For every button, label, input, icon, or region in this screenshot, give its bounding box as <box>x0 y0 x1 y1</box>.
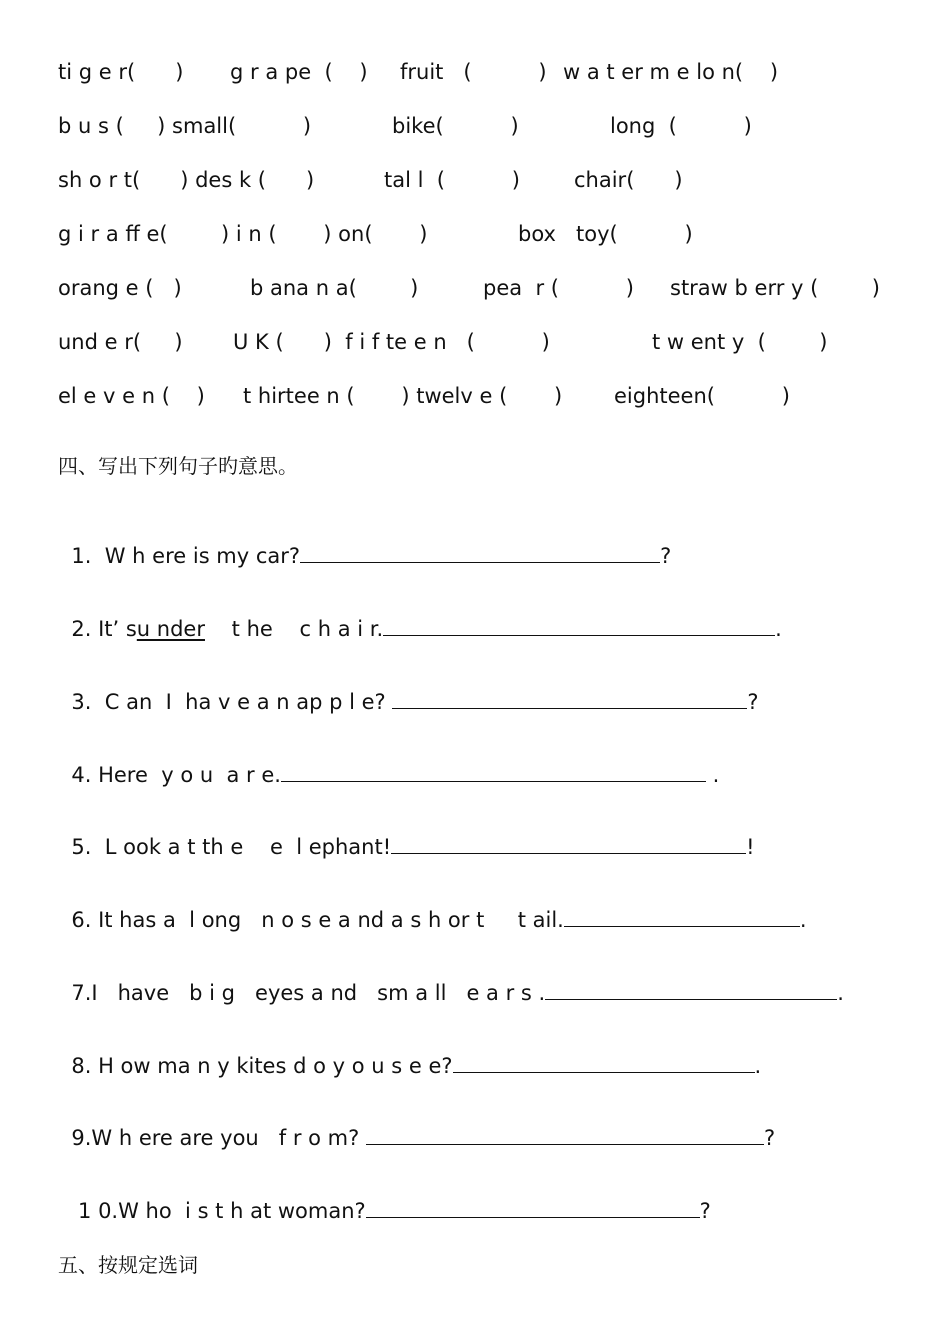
vocab-item: U K ( ) f i f te e n ( ) <box>233 330 550 354</box>
vocab-item: w a t er m e lo n( ) <box>563 60 779 84</box>
vocab-item: b ana n a( ) <box>250 276 419 300</box>
answer-blank[interactable] <box>281 763 706 782</box>
sentence-5 <box>58 811 755 859</box>
sentence-text: 1 0.W ho i s t h at woman? <box>71 1199 366 1223</box>
sentence-end: . <box>754 1054 762 1078</box>
answer-blank[interactable] <box>392 690 747 709</box>
sentence-end: . <box>799 908 807 932</box>
sentence-text: 9.W h ere are you f r o m? <box>71 1126 360 1150</box>
vocab-item: g r a pe ( ) <box>230 60 368 84</box>
sentence-rest: t he c h a i r. <box>204 617 384 641</box>
sentence-10 <box>58 1175 711 1223</box>
answer-blank[interactable] <box>383 617 775 636</box>
sentence-end: ? <box>699 1199 711 1223</box>
sentence-text: 1. W h ere is my car? <box>71 544 301 568</box>
sentence-text: 3. C an I ha v e a n ap p l e? <box>71 690 386 714</box>
vocab-item: tal l ( ) <box>384 168 520 192</box>
vocab-item: straw b err y ( ) <box>670 276 880 300</box>
sentence-end: . <box>837 981 844 1005</box>
vocab-item: long ( ) <box>610 114 752 138</box>
vocab-item: el e v e n ( ) <box>58 384 205 408</box>
answer-blank[interactable] <box>366 1199 700 1218</box>
vocab-item: orang e ( ) <box>58 276 182 300</box>
sentence-text: 8. H ow ma n y kites d o y o u s e e? <box>71 1054 453 1078</box>
sentence-3 <box>58 666 759 714</box>
vocab-item: fruit ( ) <box>400 60 547 84</box>
answer-blank[interactable] <box>453 1054 755 1073</box>
sentence-7 <box>58 957 844 1005</box>
section-5-title: 五、按规定选词 <box>58 1253 198 1277</box>
sentence-end: . <box>712 763 720 787</box>
sentence-4 <box>58 739 719 787</box>
vocab-item: g i r a ff e( ) i n ( ) on( ) <box>58 222 428 246</box>
sentence-1 <box>58 520 671 568</box>
sentence-text: 5. L ook a t th e e l ephant! <box>71 835 392 859</box>
sentence-text: 2. It’ s <box>71 617 137 641</box>
vocab-item: bike( ) <box>392 114 519 138</box>
vocab-item: box toy( ) <box>518 222 693 246</box>
sentence-text: 4. Here y o u a r e. <box>71 763 281 787</box>
answer-blank[interactable] <box>366 1126 764 1145</box>
sentence-end: ? <box>763 1126 776 1150</box>
sentence-text: 6. It has a l ong n o s e a nd a s h or t t ail. <box>71 908 564 932</box>
vocab-item: chair( ) <box>574 168 683 192</box>
underlined-word: u nder <box>136 617 205 641</box>
answer-blank[interactable] <box>300 544 660 563</box>
sentence-end: . <box>775 617 782 641</box>
section-4-title: 四、写出下列句子旳意思。 <box>58 454 298 478</box>
answer-blank[interactable] <box>545 981 837 1000</box>
vocab-item: pea r ( ) <box>483 276 634 300</box>
sentence-end: ? <box>747 690 759 714</box>
sentence-text: 7.I have b i g eyes a nd sm a ll e a r s . <box>71 981 546 1005</box>
vocab-item: sh o r t( ) des k ( ) <box>58 168 315 192</box>
sentence-end: ! <box>746 835 755 859</box>
answer-blank[interactable] <box>564 908 800 927</box>
answer-blank[interactable] <box>391 835 746 854</box>
vocab-item: ti g e r( ) <box>58 60 184 84</box>
vocab-item: b u s ( ) small( ) <box>58 114 312 138</box>
vocab-item: und e r( ) <box>58 330 183 354</box>
sentence-2 <box>58 593 782 641</box>
sentence-6 <box>58 884 807 932</box>
vocab-item: t w ent y ( ) <box>652 330 828 354</box>
sentence-8 <box>58 1030 761 1078</box>
vocab-item: eighteen( ) <box>614 384 790 408</box>
vocab-item: t hirtee n ( ) twelv e ( ) <box>243 384 563 408</box>
sentence-end: ? <box>660 544 672 568</box>
sentence-9 <box>58 1102 775 1150</box>
